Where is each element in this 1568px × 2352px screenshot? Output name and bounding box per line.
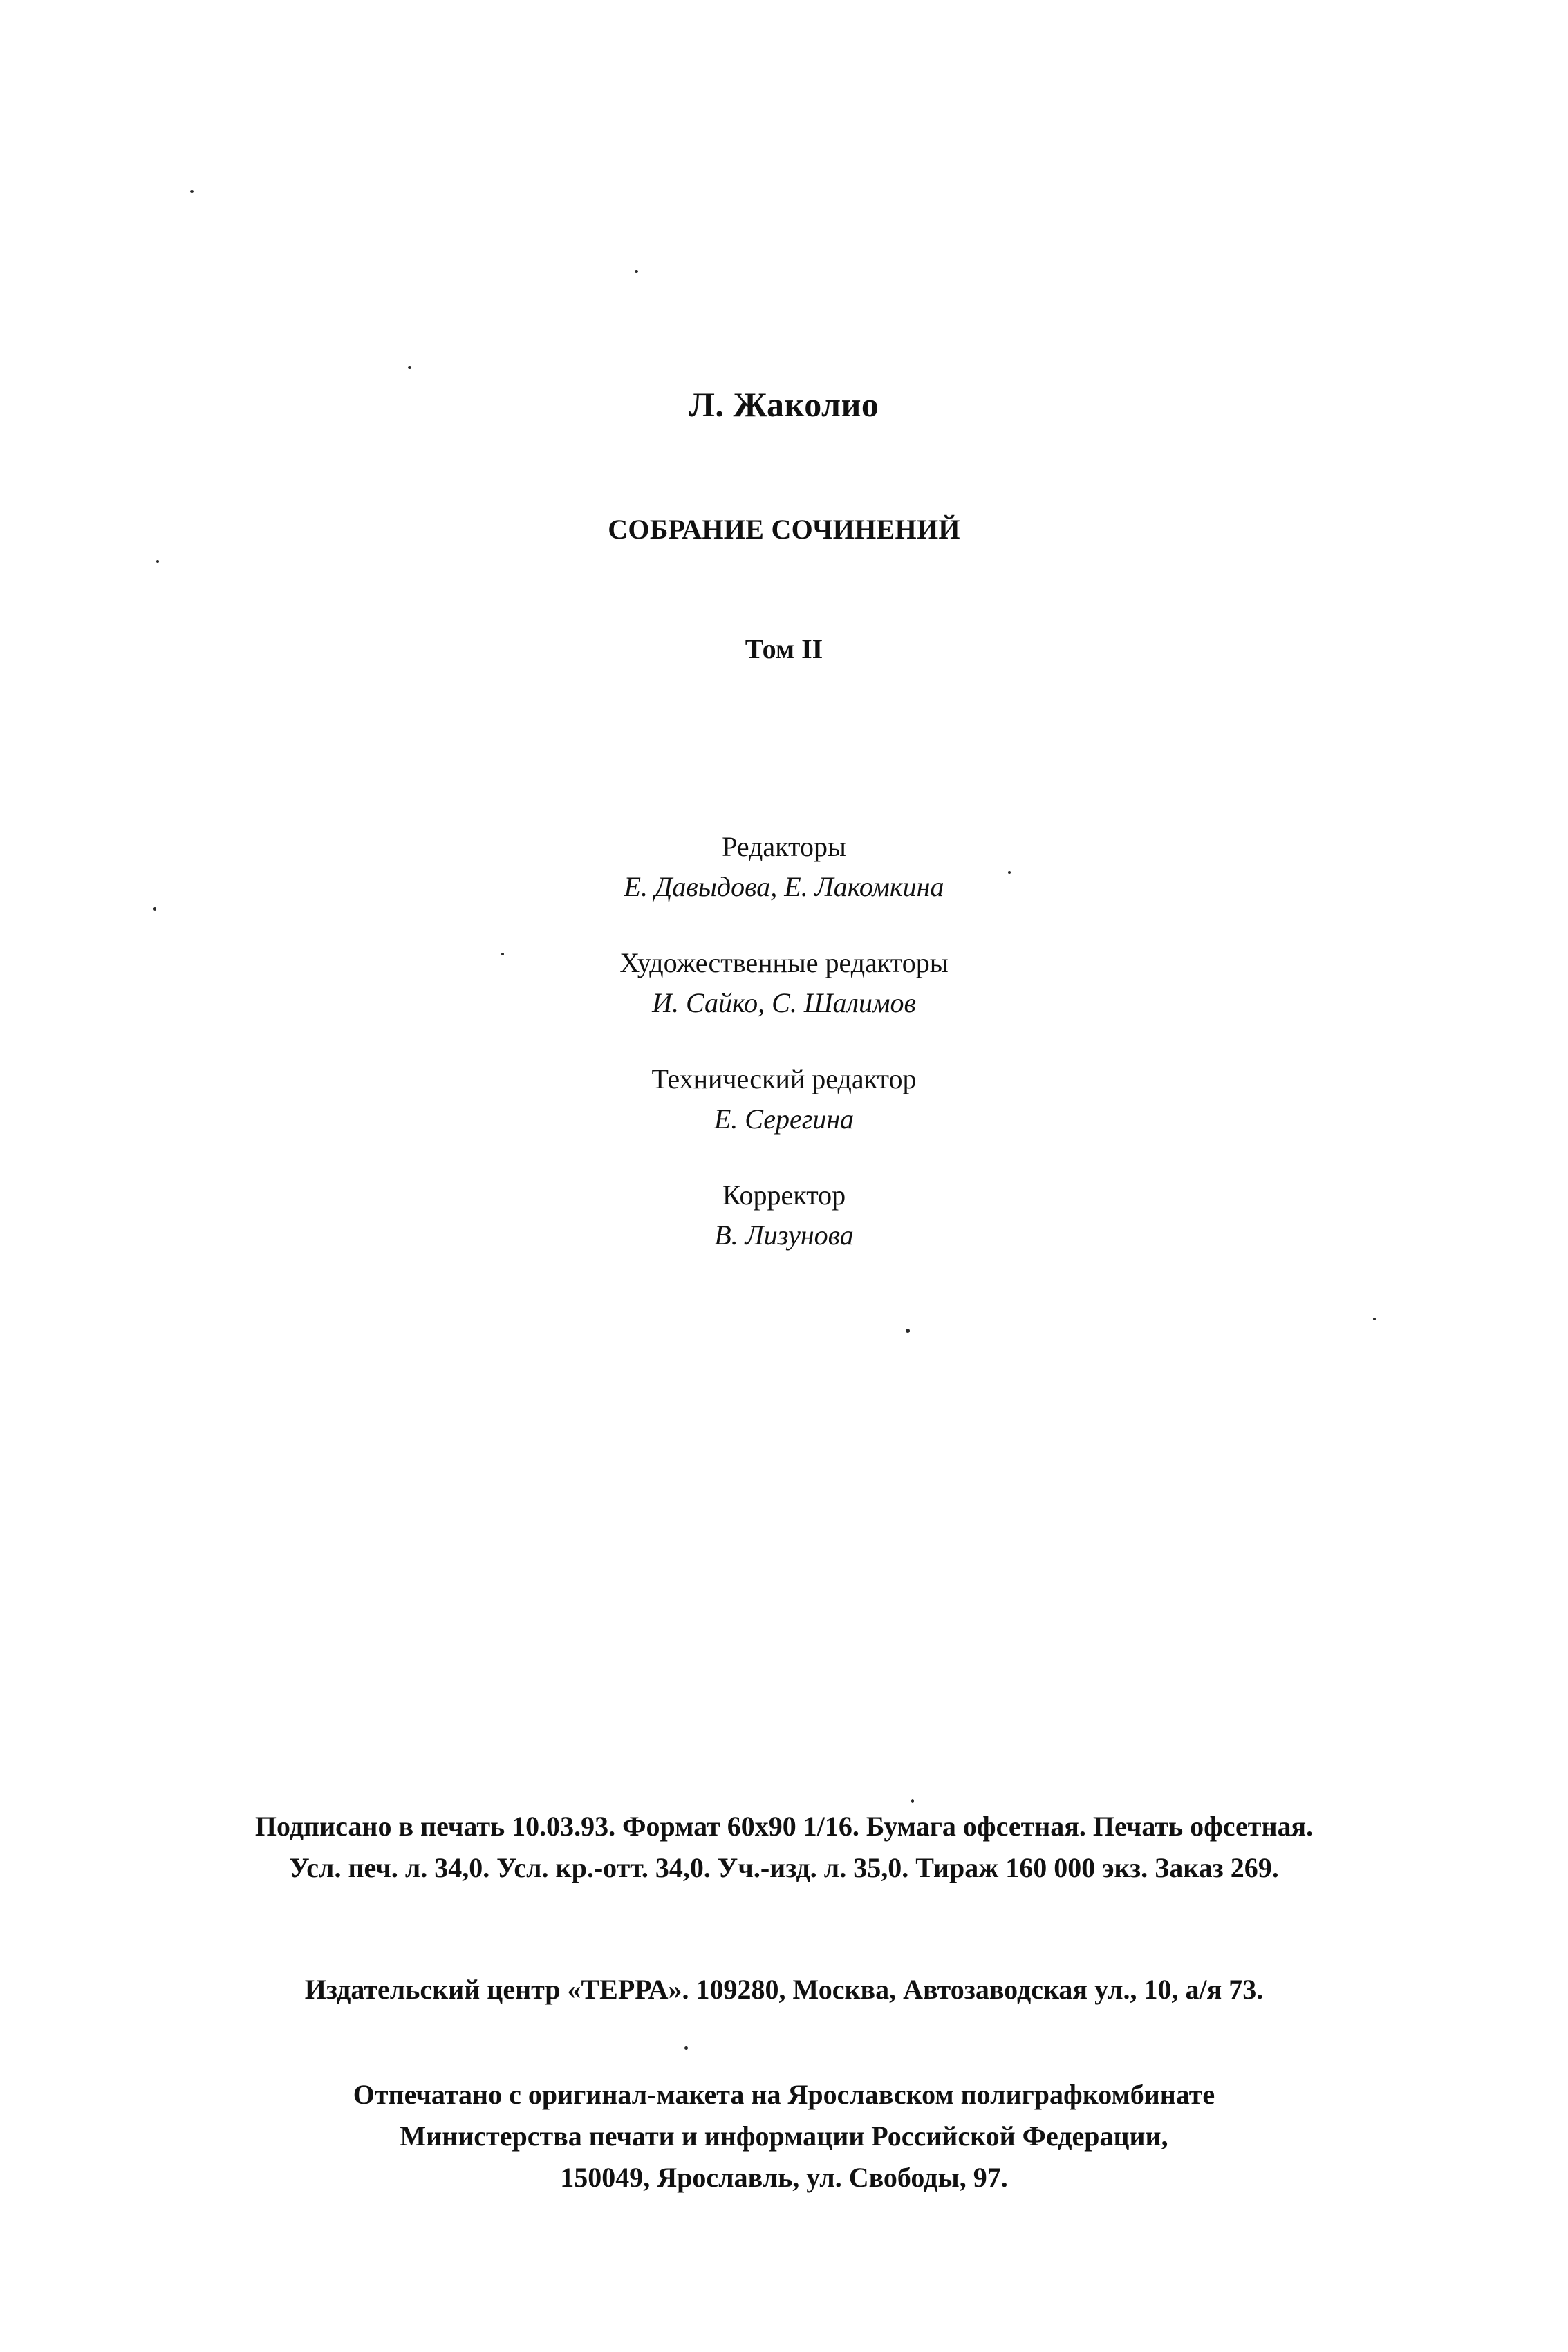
scan-speck — [911, 1799, 914, 1803]
credit-names: Е. Серегина — [713, 1103, 855, 1135]
credit-role: Редакторы — [722, 831, 846, 862]
scan-speck — [190, 190, 194, 193]
credit-names: Е. Давыдова, Е. Лакомкина — [624, 871, 944, 902]
scan-speck — [635, 270, 638, 273]
credit-technical-editor — [0, 1059, 1568, 1139]
printer-line: Отпечатано с оригинал-макета на Ярославском полиграфкомбинате — [353, 2079, 1215, 2110]
credit-editors — [0, 827, 1568, 907]
scan-speck — [156, 560, 159, 563]
printer-line: Министерства печати и информации Российской Федерации, — [400, 2120, 1168, 2152]
series-title: СОБРАНИЕ СОЧИНЕНИЙ — [608, 514, 960, 545]
author-name: Л. Жаколио — [689, 385, 879, 424]
scan-speck — [408, 366, 411, 369]
publisher-info — [0, 1969, 1568, 2010]
printer-info — [0, 2074, 1568, 2199]
credit-proofreader — [0, 1175, 1568, 1256]
credit-names: В. Лизунова — [714, 1220, 854, 1251]
volume-number: Том II — [745, 633, 823, 664]
credit-role: Технический редактор — [651, 1063, 917, 1094]
scan-speck — [684, 2046, 688, 2050]
publisher-line: Издательский центр «ТЕРРА». 109280, Москва, Автозаводская ул., 10, а/я 73. — [304, 1974, 1264, 2005]
credit-role: Художественные редакторы — [619, 947, 949, 978]
print-details-line: Подписано в печать 10.03.93. Формат 60x90 1/16. Бумага офсетная. Печать офсетная. — [254, 1811, 1314, 1842]
credit-art-editors — [0, 943, 1568, 1023]
scan-speck — [906, 1329, 910, 1333]
print-details-line: Усл. печ. л. 34,0. Усл. кр.-отт. 34,0. Уч.-изд. л. 35,0. Тираж 160 000 экз. Заказ 269. — [289, 1852, 1279, 1883]
scan-speck — [1373, 1318, 1376, 1320]
credit-role: Корректор — [722, 1179, 846, 1211]
printer-line: 150049, Ярославль, ул. Свободы, 97. — [560, 2162, 1008, 2193]
credit-names: И. Сайко, С. Шалимов — [652, 987, 916, 1018]
credits-list — [0, 827, 1568, 1291]
print-details — [0, 1806, 1568, 1889]
